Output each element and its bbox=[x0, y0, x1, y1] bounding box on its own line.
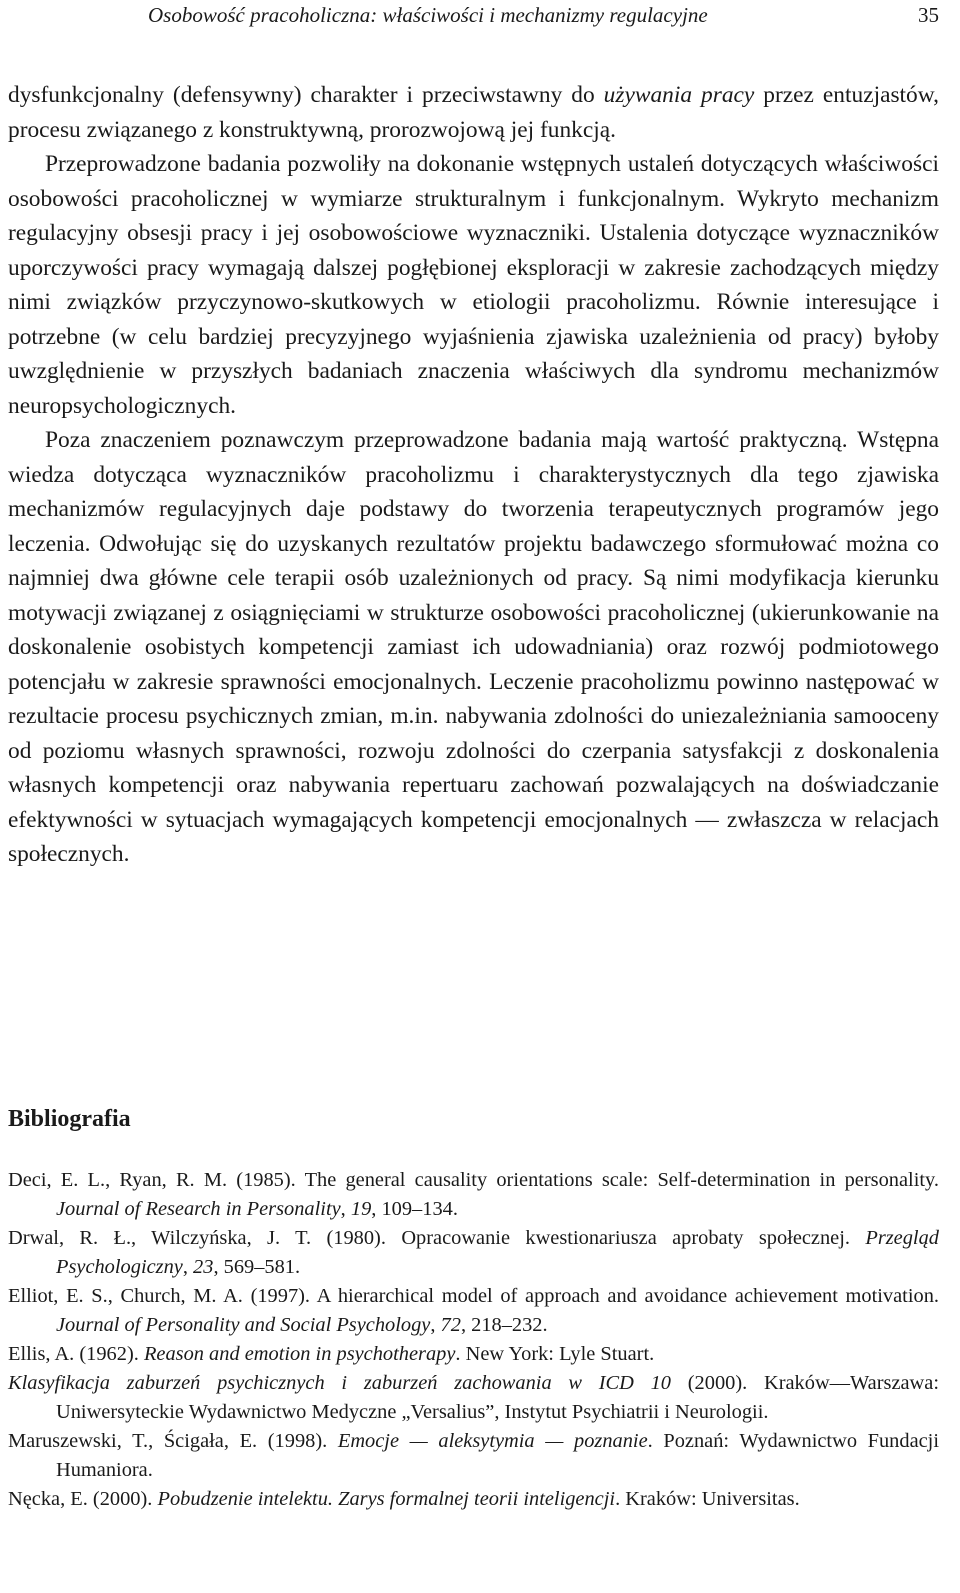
bibliography-list bbox=[8, 1166, 939, 1514]
running-title: Osobowość pracoholiczna: właściwości i mechanizmy regulacyjne bbox=[148, 3, 708, 27]
main-text bbox=[8, 78, 939, 872]
bib-entry-text: Ellis, A. (1962). bbox=[8, 1343, 144, 1365]
bib-entry-text: , bbox=[340, 1198, 351, 1220]
paragraph-1-start: dysfunkcjonalny (defensywny) charakter i przeciwstawny do bbox=[8, 82, 604, 108]
bib-entry-volume: 23 bbox=[193, 1256, 214, 1278]
paragraph-3: Poza znaczeniem poznawczym przeprowadzone badania mają wartość praktyczną. Wstępna wiedza dotycząca wyznaczników pracoholizmu i charakterystycznych dla tego zjawiska mechanizmów regulacyjnych daje podstawy do tworzenia terapeutycznych programów jego leczenia. Odwołując się do uzyskanych rezultatów projektu badawczego sformułować można co najmniej dwa główne cele terapii osób uzależnionych od pracy. Są nimi modyfikacja kierunku motywacji związanej z osiągnięciami w strukturze osobowości pracoholicznej (ukierunkowanie na doskonalenie osobistych kompetencji zamiast ich udowadniania) oraz rozwój podmiotowego potencjału w zakresie sprawności emocjonalnych. Leczenie pracoholizmu powinno następować w rezultacie procesu psychicznych zmian, m.in. nabywania zdolności do uniezależniania samooceny od poziomu własnych sprawności, rozwoju zdolności do czerpania satysfakcji z doskonalenia własnych kompetencji oraz nabywania repertuaru zachowań pozwalających na doświadczanie efektywności w sytuacjach wymagających kompetencji emocjonalnych — zwłaszcza w relacjach społecznych. bbox=[8, 427, 939, 867]
bibliography-entry bbox=[8, 1224, 939, 1282]
bib-entry-title: Klasyfikacja zaburzeń psychicznych i zaburzeń zachowania w ICD 10 bbox=[8, 1372, 672, 1394]
bib-entry-text: . Kraków: Universitas. bbox=[615, 1488, 800, 1510]
bib-entry-journal: Journal of Personality and Social Psychology bbox=[56, 1314, 431, 1336]
paragraph-1-emphasis: używania pracy bbox=[603, 82, 755, 108]
bib-entry-pages: , 569–581. bbox=[213, 1256, 301, 1278]
paragraph-1-end: przez entuzjastów, procesu związanego z konstruktywną, prorozwojową jej funkcją. bbox=[8, 82, 939, 143]
paragraph-1 bbox=[8, 78, 939, 147]
bibliography-entry bbox=[8, 1282, 939, 1340]
bib-entry-journal: Journal of Research in Personality bbox=[56, 1198, 341, 1220]
page-number: 35 bbox=[918, 3, 939, 27]
bib-entry-pages: , 109–134. bbox=[371, 1198, 458, 1220]
running-header bbox=[0, 0, 960, 30]
bib-entry-text: . New York: Lyle Stuart. bbox=[455, 1343, 655, 1365]
bib-entry-volume: 72 bbox=[440, 1314, 461, 1336]
bib-entry-title: Pobudzenie intelektu. Zarys formalnej teorii inteligencji bbox=[157, 1488, 616, 1510]
bibliography-entry bbox=[8, 1166, 939, 1224]
bibliography-entry bbox=[8, 1369, 939, 1427]
bibliography-entry bbox=[8, 1340, 939, 1369]
bib-entry-pages: , 218–232. bbox=[460, 1314, 548, 1336]
bib-entry-text: Drwal, R. Ł., Wilczyńska, J. T. (1980). Opracowanie kwestionariusza aprobaty społecznej. bbox=[8, 1227, 866, 1249]
bib-entry-text: . Poznań: Wydawnictwo Fundacji Humaniora. bbox=[56, 1430, 939, 1481]
paragraph-2: Przeprowadzone badania pozwoliły na dokonanie wstępnych ustaleń dotyczących właściwości osobowości pracoholicznej w wymiarze strukturalnym i funkcjonalnym. Wykryto mechanizm regulacyjny obsesji pracy i jej osobowościowe wyznaczniki. Ustalenia dotyczące wyznaczników uporczywości pracy wymagają dalszej pogłębionej eksploracji w zakresie zachodzących między nimi związków przyczynowo-skutkowych w etiologii pracoholizmu. Równie interesujące i potrzebne (w celu bardziej precyzyjnego wyjaśnienia zjawiska uzależnienia od pracy) byłoby uwzględnienie w przyszłych badaniach znaczenia właściwych dla syndromu mechanizmów neuropsychologicznych. bbox=[8, 151, 939, 419]
bib-entry-volume: 19 bbox=[350, 1198, 372, 1220]
bib-entry-title: Reason and emotion in psychotherapy bbox=[143, 1343, 456, 1365]
bib-entry-text: Deci, E. L., Ryan, R. M. (1985). The general causality orientations scale: Self-determination in personality. bbox=[8, 1169, 939, 1191]
bibliography-entry bbox=[8, 1485, 939, 1514]
bibliography-heading: Bibliografia bbox=[8, 1106, 131, 1132]
bib-entry-title: Emocje — aleksytymia — poznanie bbox=[337, 1430, 648, 1452]
bib-entry-text: , bbox=[182, 1256, 194, 1278]
bib-entry-text: , bbox=[430, 1314, 441, 1336]
bib-entry-text: Elliot, E. S., Church, M. A. (1997). A hierarchical model of approach and avoidance achievement motivation. bbox=[8, 1285, 939, 1307]
bib-entry-text: (2000). Kraków––Warszawa: Uniwersyteckie Wydawnictwo Medyczne „Versalius”, Instytut Psychiatrii i Neurologii. bbox=[56, 1372, 939, 1423]
bibliography-entry bbox=[8, 1427, 939, 1485]
bib-entry-text: Maruszewski, T., Ścigała, E. (1998). bbox=[8, 1430, 338, 1452]
bib-entry-text: Nęcka, E. (2000). bbox=[8, 1488, 158, 1510]
bib-entry-journal: Przegląd Psychologiczny bbox=[56, 1227, 939, 1278]
